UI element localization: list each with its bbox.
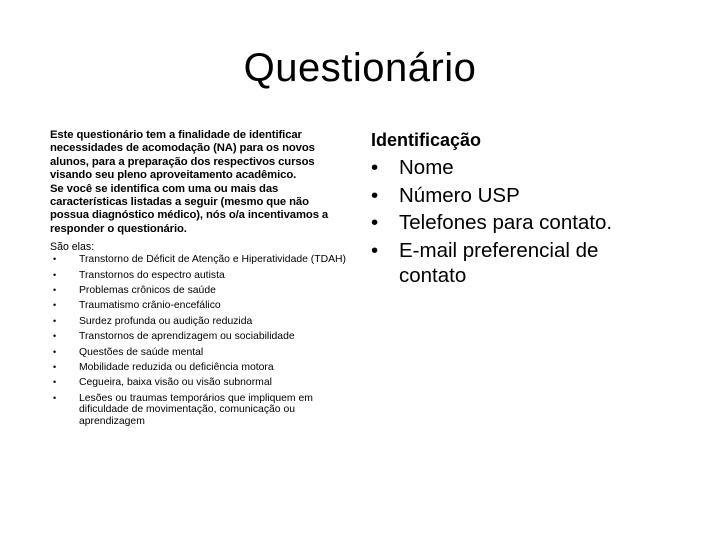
bullet-icon: • [53, 346, 57, 357]
condition-label: Transtornos do espectro autista [79, 269, 225, 281]
bullet-icon: • [53, 315, 57, 326]
intro-text [50, 129, 350, 236]
bullet-icon: • [53, 377, 57, 388]
condition-label: Transtornos de aprendizagem ou sociabilidade [79, 331, 295, 343]
condition-label: Surdez profunda ou audição reduzida [79, 315, 253, 327]
conditions-heading: São elas: [50, 241, 95, 254]
identification-item-label: Telefones para contato. [399, 211, 613, 234]
intro-paragraph-purpose: Este questionário tem a finalidade de identificar necessidades de acomodação (NA) para os novos alunos, para a preparação dos respectivos cursos visando seu pleno aproveitamento acadêmico. [50, 129, 315, 182]
list-item [371, 155, 671, 181]
condition-label: Questões de saúde mental [79, 346, 204, 358]
bullet-icon: • [53, 269, 57, 280]
identification-item-label: E-mail preferencial de contato [399, 238, 599, 287]
bullet-icon: • [53, 392, 57, 403]
condition-label: Problemas crônicos de saúde [79, 285, 216, 297]
condition-label: Cegueira, baixa visão ou visão subnormal [79, 377, 272, 389]
bullet-icon: • [371, 211, 379, 234]
identification-list [371, 155, 671, 289]
bullet-icon: • [371, 156, 379, 179]
condition-label: Mobilidade reduzida ou deficiência motora [79, 361, 274, 373]
bullet-icon: • [371, 238, 379, 262]
list-item [50, 393, 350, 428]
slide-title: Questionário [243, 46, 477, 90]
bullet-icon: • [53, 254, 57, 265]
bullet-icon: • [53, 285, 57, 296]
list-item [50, 331, 350, 343]
list-item [371, 238, 671, 289]
intro-paragraph-invitation: Se você se identifica com uma ou mais das características listadas a seguir (mesmo que não possua diagnóstico médico), nós o/a incentivamos a responder o questionário. [50, 182, 329, 235]
list-item [50, 300, 350, 312]
condition-label: Lesões ou traumas temporários que impliquem em dificuldade de movimentação, comunicação ou aprendizagem [79, 392, 313, 427]
list-item [50, 254, 350, 266]
left-column [50, 129, 350, 431]
bullet-icon: • [371, 183, 379, 207]
list-item [50, 362, 350, 374]
list-item [50, 270, 350, 282]
bullet-icon: • [53, 361, 57, 372]
list-item [50, 347, 350, 359]
list-item [371, 210, 671, 236]
conditions-list [50, 254, 350, 427]
list-item [50, 285, 350, 297]
right-column [371, 127, 671, 291]
list-item [50, 377, 350, 389]
list-item [50, 316, 350, 328]
identification-item-label: Nome [399, 156, 454, 179]
identification-title: Identificação [371, 130, 482, 150]
bullet-icon: • [53, 300, 57, 311]
bullet-icon: • [53, 331, 57, 342]
identification-item-label: Número USP [399, 183, 520, 207]
condition-label: Transtorno de Déficit de Atenção e Hiperatividade (TDAH) [79, 254, 347, 266]
condition-label: Traumatismo crânio-encefálico [79, 300, 221, 312]
list-item [371, 183, 671, 209]
